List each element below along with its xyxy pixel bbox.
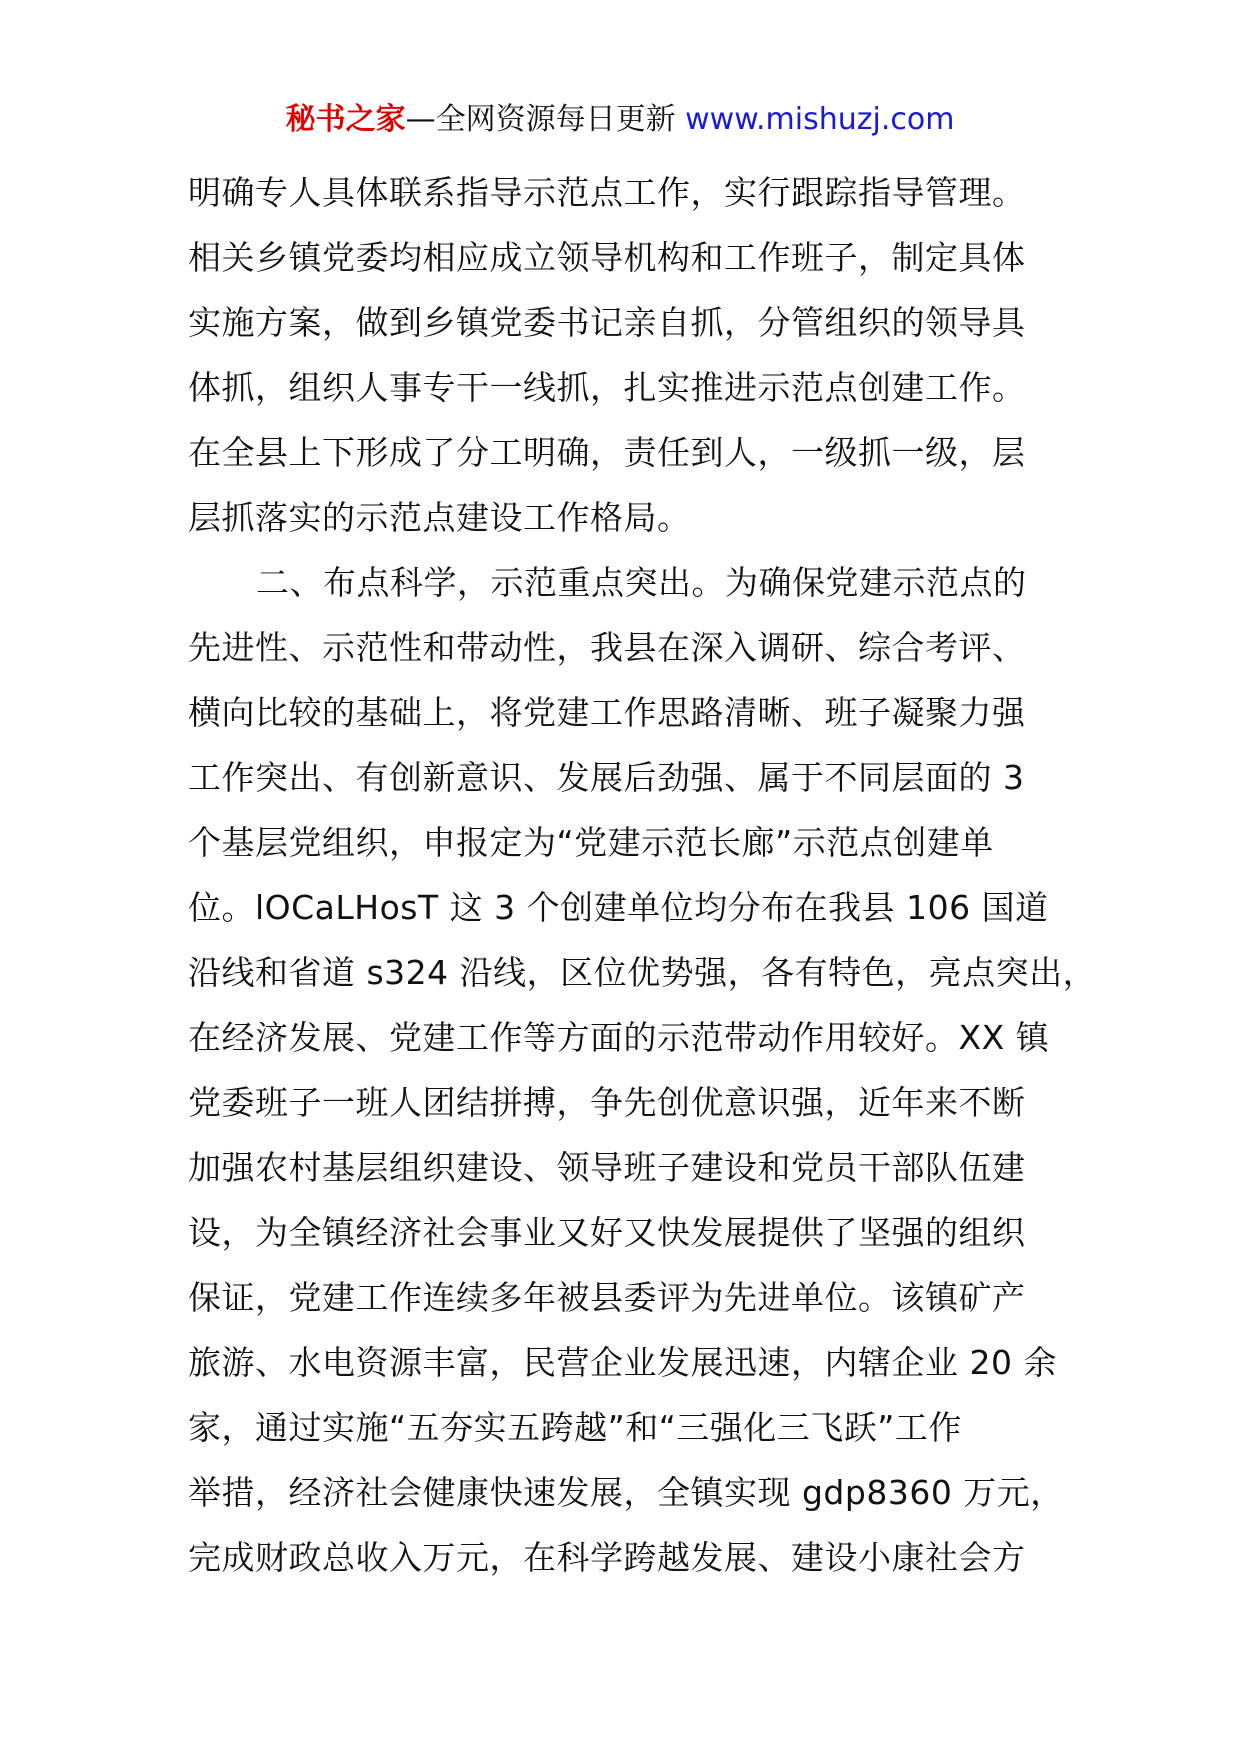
text-line: 体抓，组织人事专干一线抓，扎实推进示范点创建工作。 [188, 368, 1026, 407]
page-header [0, 100, 1240, 140]
header-tagline: —全网资源每日更新 [405, 102, 686, 137]
header-brand: 秘书之家 [285, 102, 406, 137]
text-line: 举措，经济社会健康快速发展，全镇实现 gdp8360 万元， [188, 1473, 1064, 1512]
text-line: 保证，党建工作连续多年被县委评为先进单位。该镇矿产 [188, 1278, 1026, 1317]
text-line: 沿线和省道 s324 沿线，区位优势强，各有特色，亮点突出， [188, 953, 1097, 992]
text-line: 家，通过实施“五夯实五跨越”和“三强化三飞跃”工作 [188, 1408, 962, 1447]
text-line: 工作突出、有创新意识、发展后劲强、属于不同层面的 3 [188, 758, 1025, 797]
text-line: 层抓落实的示范点建设工作格局。 [188, 498, 691, 537]
text-line: 旅游、水电资源丰富，民营企业发展迅速，内辖企业 20 余 [188, 1343, 1057, 1382]
text-line: 加强农村基层组织建设、领导班子建设和党员干部队伍建 [188, 1148, 1026, 1187]
header-url[interactable]: www.mishuzj.com [685, 102, 955, 137]
text-line: 个基层党组织，申报定为“党建示范长廊”示范点创建单 [188, 823, 994, 862]
text-line: 先进性、示范性和带动性，我县在深入调研、综合考评、 [188, 628, 1026, 667]
text-line: 实施方案，做到乡镇党委书记亲自抓，分管组织的领导具 [188, 303, 1026, 342]
text-line: 设，为全镇经济社会事业又好又快发展提供了坚强的组织 [188, 1213, 1026, 1252]
text-line: 完成财政总收入万元，在科学跨越发展、建设小康社会方 [188, 1538, 1026, 1577]
text-line: 相关乡镇党委均相应成立领导机构和工作班子，制定具体 [188, 238, 1026, 277]
body-text [188, 160, 1097, 1590]
text-line: 在经济发展、党建工作等方面的示范带动作用较好。XX 镇 [188, 1018, 1050, 1057]
text-line: 明确专人具体联系指导示范点工作，实行跟踪指导管理。 [188, 173, 1026, 212]
text-line: 在全县上下形成了分工明确，责任到人，一级抓一级，层 [188, 433, 1026, 472]
section-heading-line: 二、布点科学，示范重点突出。为确保党建示范点的 [256, 563, 1027, 602]
text-line: 党委班子一班人团结拼搏，争先创优意识强，近年来不断 [188, 1083, 1026, 1122]
text-line: 位。lOCaLHosT 这 3 个创建单位均分布在我县 106 国道 [188, 888, 1049, 927]
text-line: 横向比较的基础上，将党建工作思路清晰、班子凝聚力强 [188, 693, 1026, 732]
